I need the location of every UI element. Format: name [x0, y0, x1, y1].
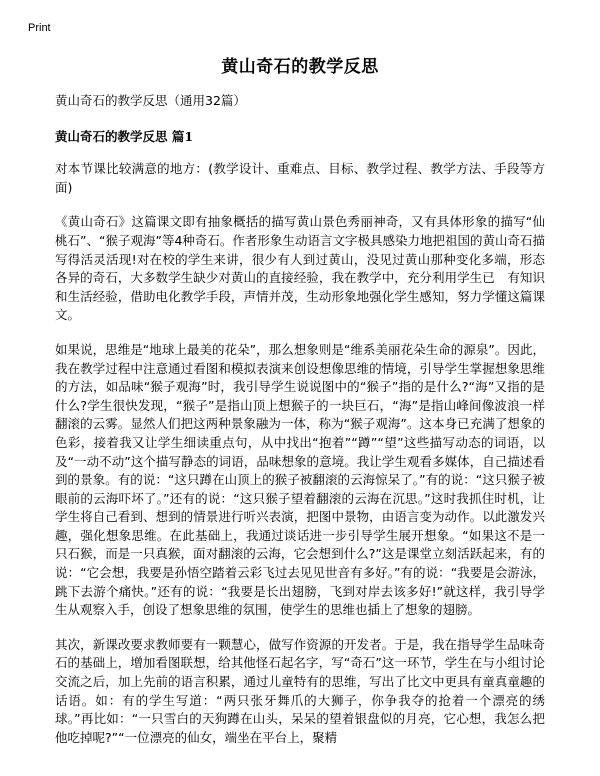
page-title: 黄山奇石的教学反思: [221, 57, 379, 77]
paragraph-3: 如果说，思维是“地球上最美的花朵”，那么想象则是“维系美丽花朵生命的源泉”。因此，我在教学过程中注意通过看图和模拟表演来创设想像思维的情境，引导学生掌握想象思维的方法，如品味“猴子观海”时，我引导学生说说图中的“猴子”指的是什么?“海”又指的是什么?学生很快发现，“猴子”是指山顶上想猴子的一块巨石，“海”是指山峰间像波浪一样翻滚的云雾。显然人们把这两种景象融为一体，称为“猴子观海”。这本身已充满了想象的色彩，接着我又让学生细读重点句，从中找出“抱着”“蹲”“望”这些描写动态的词语，以及“一动不动”这个描写静态的词语，品味想象的意境。我让学生观看多媒体，自己描述看到的景象。有的说：“这只蹲在山顶上的猴子被翻滚的云海惊呆了。”有的说：“这只猴子被眼前的云海吓坏了。”还有的说：“这只猴子望着翻滚的云海在沉思。”这时我抓住时机，让学生将自己看到、想到的情景进行听兴表演，把图中景物，由语言变为动作。以此激发兴趣，强化想象思维。在此基础上，我通过谈话进一步引导学生展开想象。“如果这不是一只石猴，而是一只真猴，面对翻滚的云海，它会想到什么?”这是课堂立刻活跃起来，有的说：“它会想，我要是孙悟空踏着云彩飞过去见见世音有多好。”有的说：“我要是会游泳，跳下去游个痛快。”还有的说：“我要是长出翅膀，飞到对岸去该多好!”就这样，我引导学生从观察入手，创设了想象思维的氛围，使学生的思维也插上了想象的翅膀。: [55, 341, 545, 618]
section-heading: 黄山奇石的教学反思 篇1: [55, 128, 194, 144]
paragraph-2: 《黄山奇石》这篇课文即有抽象概括的描写黄山景色秀丽神奇，又有具体形象的描写“仙桃石”、“猴子观海”等4种奇石。作者形象生动语言文字极具感染力地把祖国的黄山奇石描写得活灵活现!对在校的学生来讲，很少有人到过黄山，没见过黄山那种变化多端，形态各异的奇石，大多数学生缺少对黄山的直接经验，我在教学中，充分利用学生已 有知识和生活经验，借助电化教学手段，声情并茂，生动形象地强化学生感知，努力学懂这篇课文。: [55, 214, 545, 323]
print-link[interactable]: Print: [28, 22, 51, 34]
document-subtitle: 黄山奇石的教学反思（通用32篇）: [55, 93, 246, 108]
paragraph-4: 其次，新课改要求教师要有一颗慧心，做写作资源的开发者。于是，我在指导学生品味奇石的基础上，增加看图联想，给其他怪石起名字，写“奇石”这一环节，学生在与小组讨论交流之后，加上先前的语言积累，通过儿童特有的思维，写出了比文中更具有童真童趣的话语。如：有的学生写道：“两只张牙舞爪的大狮子，你争我夺的抢着一个漂亮的绣球。”再比如：“一只雪白的天狗蹲在山头，呆呆的望着银盘似的月亮，它心想，我怎么把他吃掉呢?”“一位漂亮的仙女，端坐在平台上，聚精: [55, 636, 545, 745]
paragraph-1: 对本节课比较满意的地方：(教学设计、重难点、目标、教学过程、教学方法、手段等方面): [55, 161, 545, 195]
article-body: [55, 92, 545, 763]
